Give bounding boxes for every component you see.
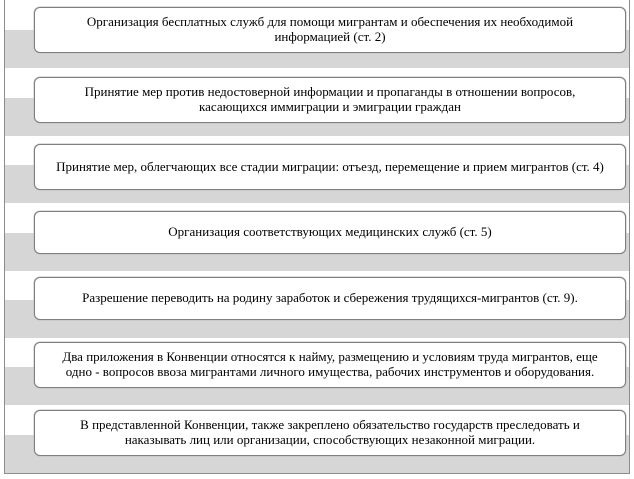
diagram-box-7 <box>34 410 626 456</box>
diagram-box-1 <box>34 7 626 53</box>
box-text: В представленной Конвенции, также закреплено обязательство государств преследовать и наказывать лиц или организации, способствующих незаконной миграции. <box>80 417 580 447</box>
diagram-box-4 <box>34 211 626 254</box>
box-text: Разрешение переводить на родину заработок и сбережения трудящихся-мигрантов (ст. 9). <box>82 290 578 305</box>
diagram-box-6 <box>34 342 626 388</box>
box-text: Организация бесплатных служб для помощи мигрантам и обеспечения их необходимой информацией (ст. 2) <box>86 14 574 44</box>
diagram-box-2 <box>34 77 626 123</box>
diagram-box-3 <box>34 144 626 190</box>
box-text: Два приложения в Конвенции относятся к найму, размещению и условиям труда мигрантов, еще одно - вопросов ввоза мигрантами личного имущества, рабочих инструментов и оборудования. <box>62 349 598 379</box>
diagram-box-5 <box>34 277 626 320</box>
box-text: Принятие мер против недостоверной информации и пропаганды в отношении вопросов, касающихся иммиграции и эмиграции граждан <box>84 84 576 114</box>
box-text: Принятие мер, облегчающих все стадии миграции: отъезд, перемещение и прием мигрантов (ст. 4) <box>56 158 604 174</box>
box-text: Организация соответствующих медицинских служб (ст. 5) <box>168 224 492 239</box>
